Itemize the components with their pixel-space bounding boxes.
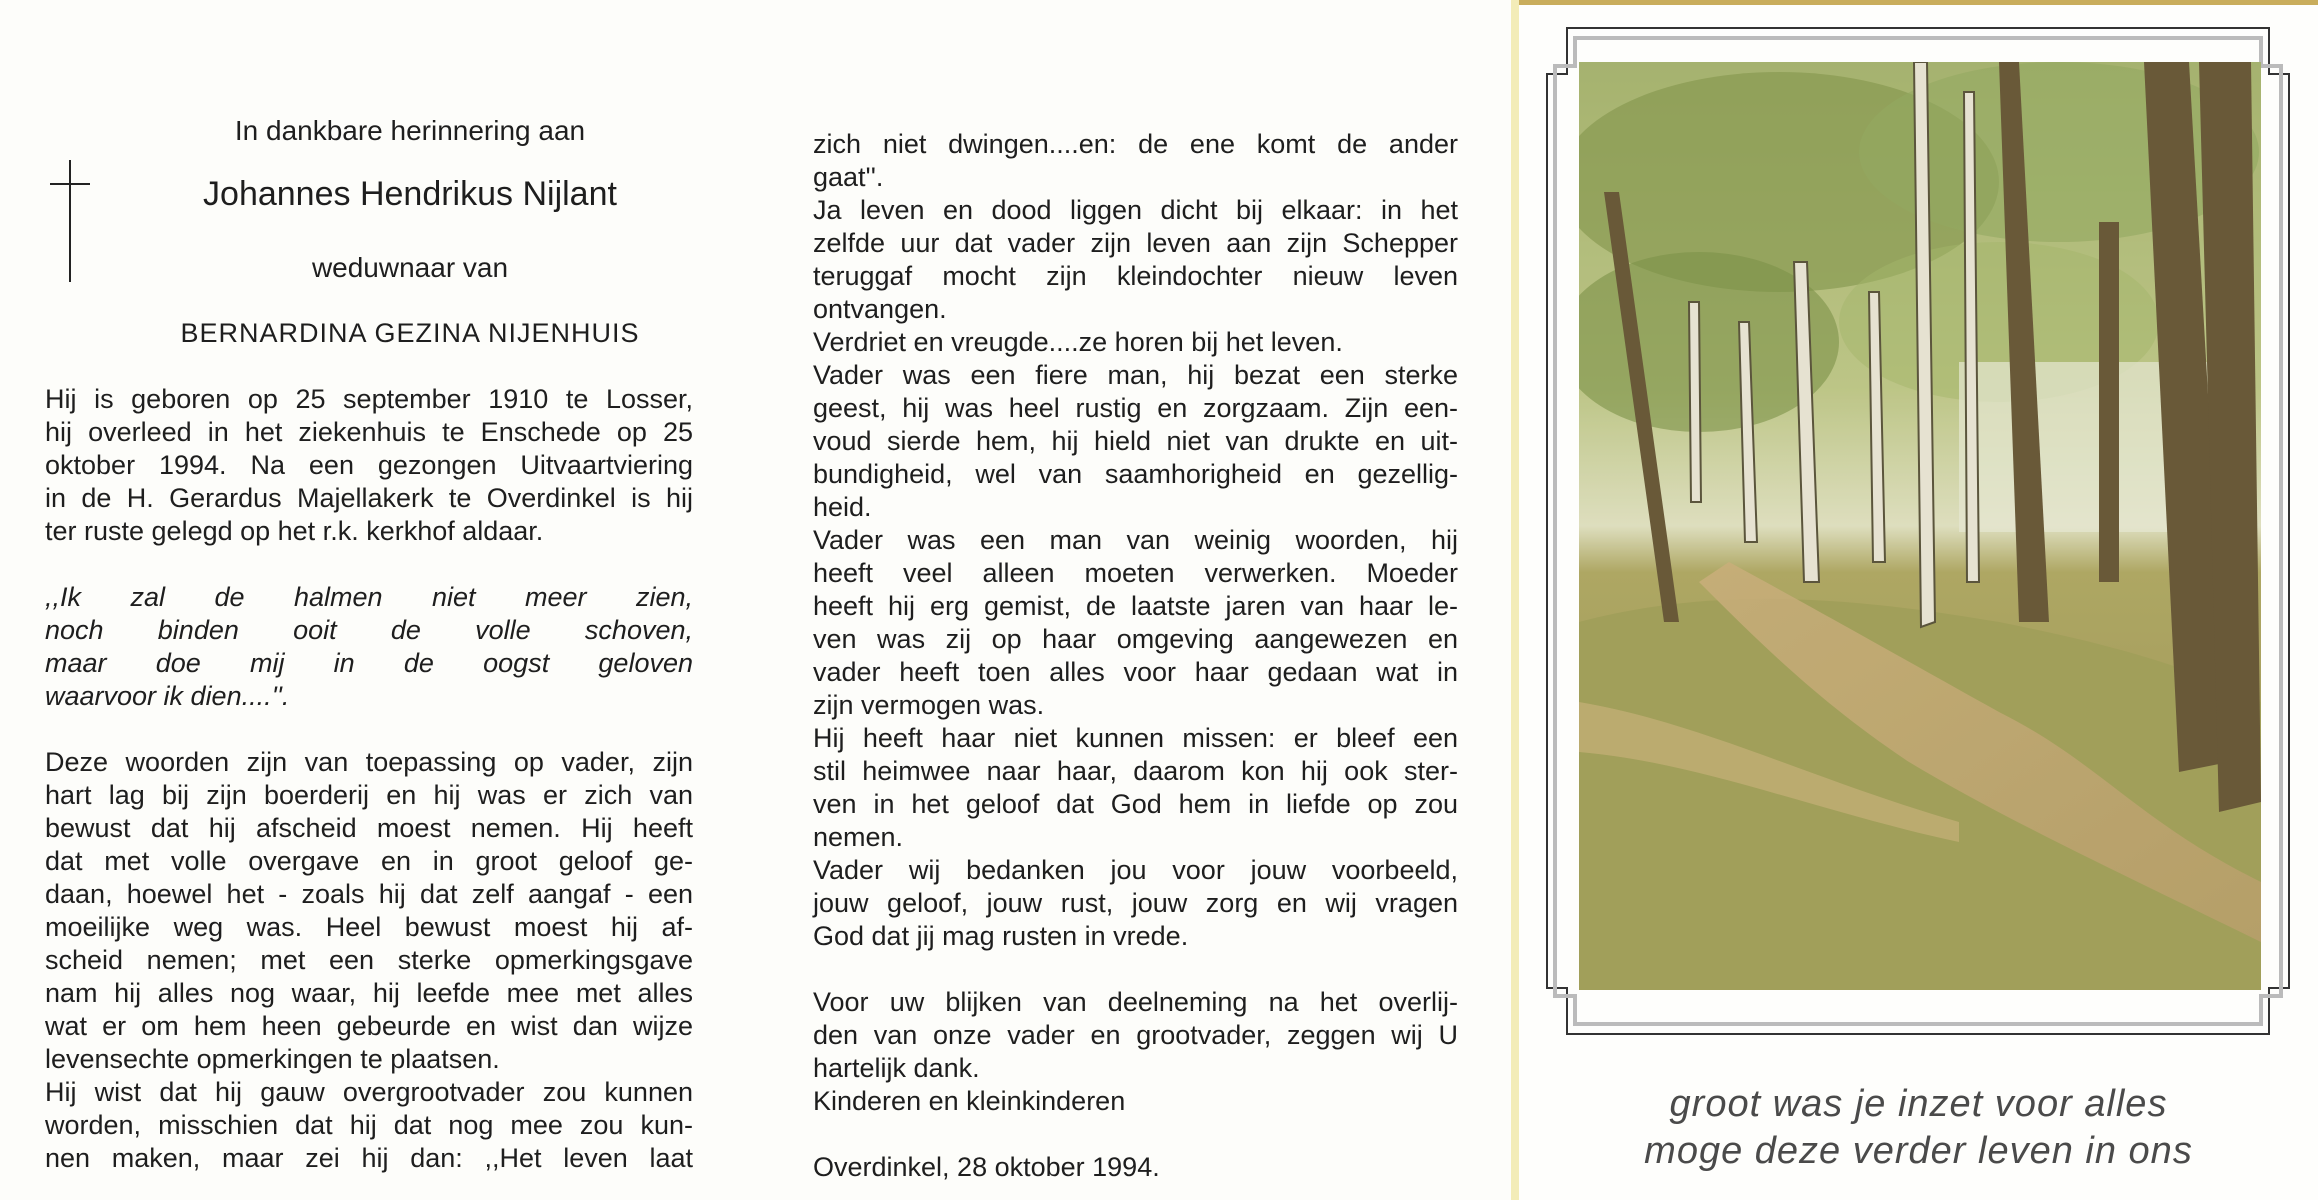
paragraph [45,746,693,1076]
paragraph [813,722,1458,854]
text-line: Deze woorden zijn van toepassing op vader, zijn [45,747,693,777]
paragraph [813,359,1458,524]
text-line: maar doe mij in de oogst geloven [45,648,693,678]
birch-forest-photo [1579,62,2261,990]
text-line: dat met volle overgave en in groot geloof ge- [45,846,693,876]
gold-edge [1519,0,2318,5]
quote-paragraph [45,581,693,713]
text-line: stil heimwee naar haar, daarom kon hij ook ster- [813,756,1458,786]
text-line: ven was zij op haar omgeving aangewezen en [813,624,1458,654]
text-line: Vader was een fiere man, hij bezat een sterke [813,360,1458,390]
spouse-name: BERNARDINA GEZINA NIJENHUIS [180,318,640,348]
text-line: gaat''. [813,162,884,192]
text-line: Hij is geboren op 25 september 1910 te Losser, [45,384,693,414]
text-line: nam hij alles nog waar, hij leefde mee met alles [45,978,693,1008]
text-line: heeft veel alleen moeten verwerken. Moeder [813,558,1458,588]
text-line: ,,Ik zal de halmen niet meer zien, [45,582,693,612]
text-line: ven in het geloof dat God hem in liefde op zou [813,789,1458,819]
intro-text: In dankbare herinnering aan [234,115,586,146]
signature [813,1085,1458,1118]
text-line: heid. [813,492,872,522]
text-line: teruggaf mocht zijn kleindochter nieuw leven [813,261,1458,291]
caption-line-1: groot was je inzet voor alles [1669,1083,2168,1125]
text-line: heeft hij erg gemist, de laatste jaren van haar le- [813,591,1458,621]
paragraph [813,854,1458,953]
text-line: scheid nemen; met een sterke opmerkingsgave [45,945,693,975]
text-line: hartelijk dank. [813,1053,980,1083]
paragraph [813,194,1458,326]
text-line: Voor uw blijken van deelneming na het overlij- [813,987,1458,1017]
middle-page [760,0,1510,1200]
text-line: nemen. [813,822,904,852]
text-line: Verdriet en vreugde....ze horen bij het leven. [813,327,1343,357]
text-line: ontvangen. [813,294,947,324]
paragraph-gap [813,1118,1458,1151]
deceased-name: Johannes Hendrikus Nijlant [203,175,617,213]
text-line: geest, hij was heel rustig en zorgzaam. Zijn een- [813,393,1458,423]
text-line: hart lag bij zijn boerderij en hij was er zich van [45,780,693,810]
text-line: jouw geloof, jouw rust, jouw zorg en wij vragen [813,888,1458,918]
text-line: hij overleed in het ziekenhuis te Enschede op 25 [45,417,693,447]
text-line: in de H. Gerardus Majellakerk te Overdinkel is hij [45,483,693,513]
text-line: moeilijke weg was. Heel bewust moest hij af- [45,912,693,942]
text-line: worden, misschien dat hij dat nog mee zou kun- [45,1110,693,1140]
text-line: Overdinkel, 28 oktober 1994. [813,1152,1160,1182]
text-line: noch binden ooit de volle schoven, [45,615,693,645]
text-line: voud sierde hem, hij hield niet van drukte en uit- [813,426,1458,456]
text-line: wat er om hem heen gebeurde en wist dan wijze [45,1011,693,1041]
paragraph-gap [45,713,693,746]
text-line: Ja leven en dood liggen dicht bij elkaar: in het [813,195,1458,225]
text-line: levensechte opmerkingen te plaatsen. [45,1044,500,1074]
text-line: Vader was een man van weinig woorden, hij [813,525,1458,555]
paragraph-gap [45,548,693,581]
left-page [0,0,760,1200]
paragraph [813,986,1458,1085]
paragraph [813,1151,1458,1184]
text-line: Kinderen en kleinkinderen [813,1086,1126,1116]
paragraph [45,383,693,548]
text-line: bundigheid, wel van saamhorigheid en gezellig- [813,459,1458,489]
text-line: daan, hoewel het - zoals hij dat zelf aangaf - een [45,879,693,909]
text-line: ter ruste gelegd op het r.k. kerkhof aldaar. [45,516,544,546]
photo-page [1511,0,2318,1200]
paragraph [813,326,1458,359]
text-line: den van onze vader en grootvader, zeggen wij U [813,1020,1458,1050]
text-line: waarvoor ik dien....''. [45,681,290,711]
middle-body-text [813,128,1458,1184]
paragraph [813,524,1458,722]
paragraph [45,1076,693,1175]
text-line: Hij heeft haar niet kunnen missen: er bleef een [813,723,1458,753]
text-line: zijn vermogen was. [813,690,1045,720]
text-line: zich niet dwingen....en: de ene komt de ander [813,129,1458,159]
caption-line-2: moge deze verder leven in ons [1644,1130,2193,1172]
text-line: nen maken, maar zei hij dan: ,,Het leven laat [45,1143,693,1173]
text-line: zelfde uur dat vader zijn leven aan zijn Schepper [813,228,1458,258]
relation-text: weduwnaar van [311,252,509,283]
text-line: oktober 1994. Na een gezongen Uitvaartviering [45,450,693,480]
left-body-text [45,383,693,1175]
paragraph-gap [813,953,1458,986]
paragraph [813,128,1458,194]
text-line: Vader wij bedanken jou voor jouw voorbeeld, [813,855,1458,885]
text-line: vader heeft toen alles voor haar gedaan wat in [813,657,1458,687]
text-line: bewust dat hij afscheid moest nemen. Hij heeft [45,813,693,843]
text-line: Hij wist dat hij gauw overgrootvader zou kunnen [45,1077,693,1107]
text-line: God dat jij mag rusten in vrede. [813,921,1189,951]
